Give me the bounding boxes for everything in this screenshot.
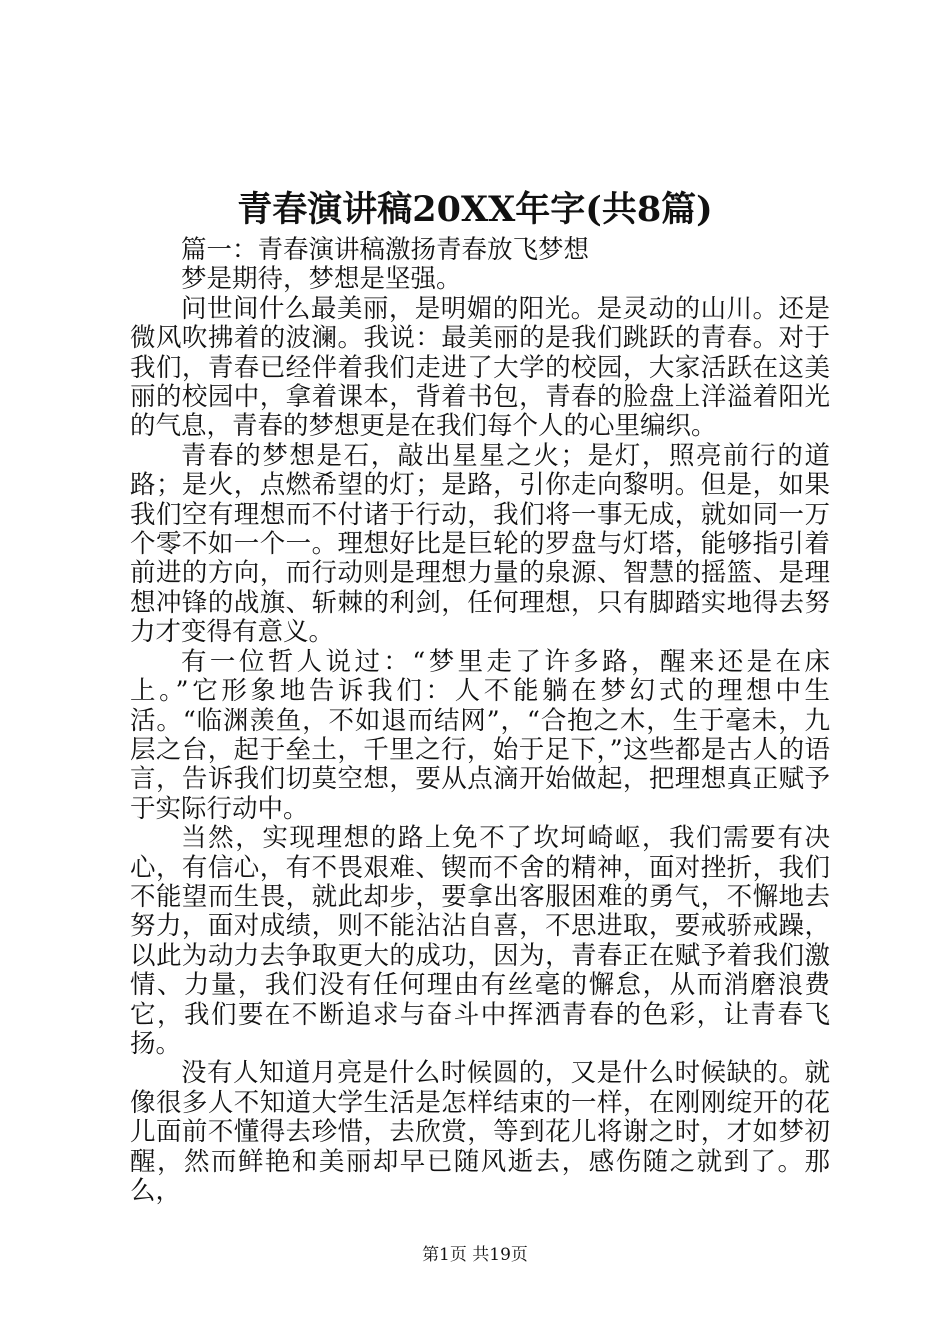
paragraph: 没有人知道月亮是什么时候圆的，又是什么时候缺的。就像很多人不知道大学生活是怎样结束的一样，在刚刚绽开的花儿面前不懂得去珍惜，去欣赏，等到花儿将谢之时，才如梦初醒，然而鲜艳和美丽却早已随风逝去，感伤随之就到了。那么，	[130, 1058, 830, 1206]
paragraph: 当然，实现理想的路上免不了坎坷崎岖，我们需要有决心，有信心，有不畏艰难、锲而不舍的精神，面对挫折，我们不能望而生畏，就此却步，要拿出客服困难的勇气，不懈地去努力，面对成绩，则不能沾沾自喜，不思进取，要戒骄戒躁，以此为动力去争取更大的成功，因为，青春正在赋予着我们激情、力量，我们没有任何理由有丝毫的懈怠，从而消磨浪费它，我们要在不断追求与奋斗中挥洒青春的色彩，让青春飞扬。	[130, 823, 830, 1059]
page-footer: 第1页 共19页	[422, 1245, 528, 1265]
paragraph: 梦是期待，梦想是坚强。	[181, 264, 462, 295]
paragraph: 有一位哲人说过：“梦里走了许多路，醒来还是在床上。”它形象地告诉我们：人不能躺在梦幻式的理想中生活。“临渊羡鱼，不如退而结网”，“合抱之木，生于毫未，九层之台，起于垒土，千里之行，始于足下，”这些都是古人的语言，告诉我们切莫空想，要从点滴开始做起，把理想真正赋予于实际行动中。	[130, 646, 830, 824]
paragraph: 问世间什么最美丽，是明媚的阳光。是灵动的山川。还是微风吹拂着的波澜。我说：最美丽的是我们跳跃的青春。对于我们，青春已经伴着我们走进了大学的校园，大家活跃在这美丽的校园中，拿着课本，背着书包，青春的脸盘上洋溢着阳光的气息，青春的梦想更是在我们每个人的心里编织。	[130, 293, 830, 442]
document-title: 青春演讲稿20XX年字(共8篇)	[237, 189, 713, 230]
paragraph-heading: 篇一：青春演讲稿激扬青春放飞梦想	[181, 235, 590, 265]
document-body	[130, 236, 830, 1206]
paragraph: 青春的梦想是石，敲出星星之火；是灯，照亮前行的道路；是火，点燃希望的灯；是路，引你走向黎明。但是，如果我们空有理想而不付诸于行动，我们将一事无成，就如同一万个零不如一个一。理想好比是巨轮的罗盘与灯塔，能够指引着前进的方向，而行动则是理想力量的泉源、智慧的摇篮、是理想冲锋的战旗、斩棘的利剑，任何理想，只有脚踏实地得去努力才变得有意义。	[130, 440, 830, 648]
